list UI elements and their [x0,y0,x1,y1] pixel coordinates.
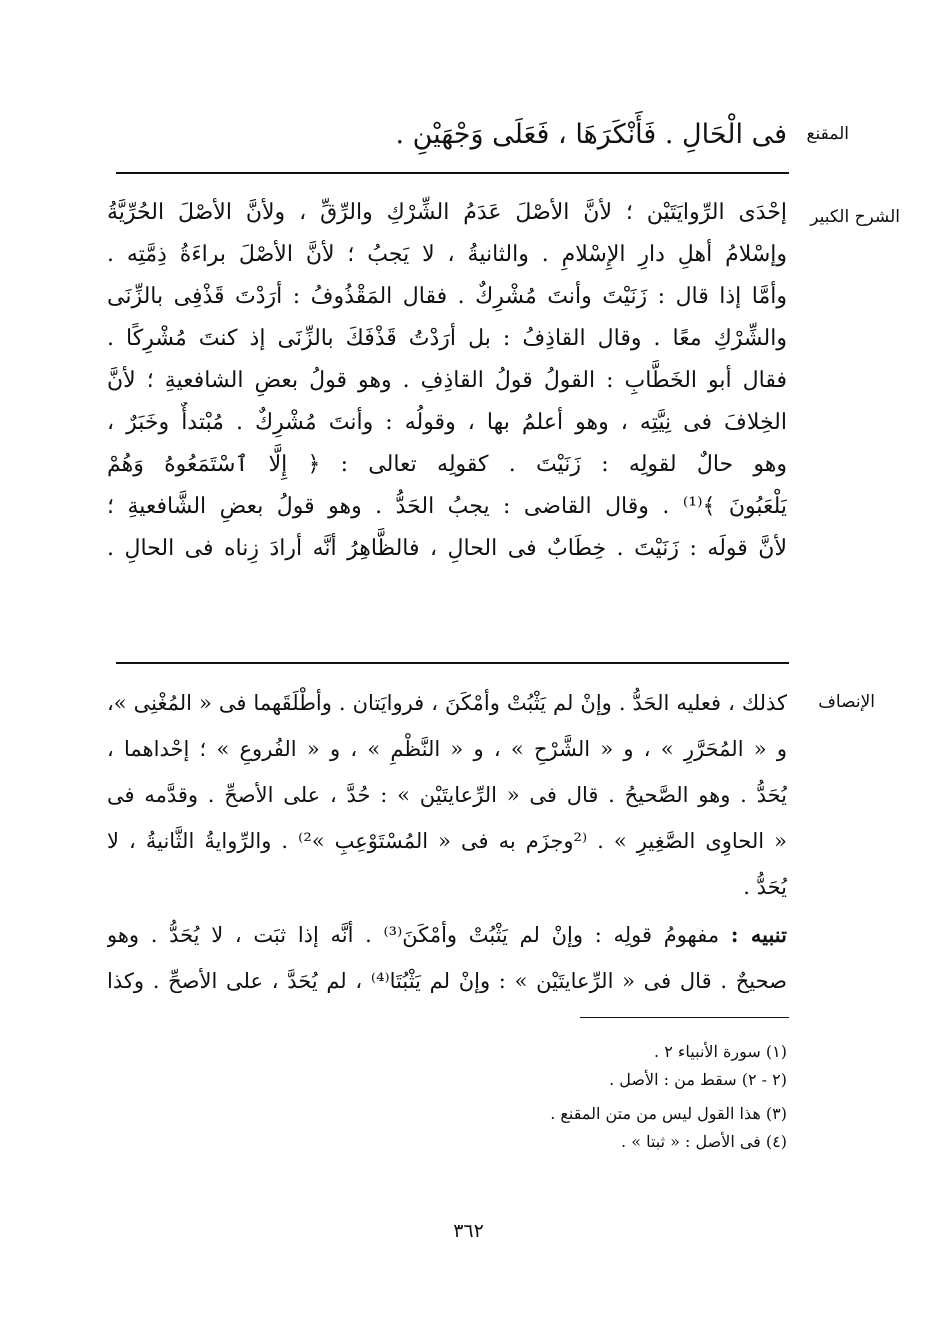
section-divider [116,172,789,174]
section-label-muqni: المقنع [806,124,849,144]
page-number: ٣٦٢ [453,1220,484,1242]
tanbih-text [107,912,787,1004]
footnote: (٢ - ٢) سقط من : الأصل . [609,1070,787,1089]
sharh-line: فقال أبو الخَطَّابِ : القولُ قولُ القاذِفِ . وهو قولُ بعضِ الشافعيةِ ؛ لأنَّ [107,368,787,393]
insaf-line: يُحَدُّ . [743,875,787,899]
tanbih-line-text: مفهومُ قولِه : وإنْ لم يَثْبُتْ وأمْكَنَ⁽³⁾ . أنَّه إذا ثبَت ، لا يُحَدُّ . وهو [107,923,720,947]
sharh-line: يَلْعَبُونَ ﴾⁽¹⁾ . وقال القاضى : يجبُ الحَدُّ . وهو قولُ بعضِ الشَّافعيةِ ؛ [107,494,787,519]
sharh-line: وهو حالٌ لقولِه : زَنَيْتَ . كقولِه تعالى : ﴿ إِلَّا ٱسْتَمَعُوهُ وَهُمْ [107,452,787,477]
sharh-line: لأنَّ قولَه : زَنَيْتَ . خِطَابٌ فى الحالِ ، فالظَّاهِرُ أنَّه أرادَ زِناه فى الحالِ . [107,536,787,561]
insaf-line: كذلك ، فعليه الحَدُّ . وإنْ لم يَثْبُتْ وأمْكَنَ ، فروايَتان . وأطْلَقَهما فى « المُغْنِى »، [107,691,787,715]
muqni-text [107,110,787,160]
insaf-text [107,680,787,910]
footnote-divider [580,1017,789,1018]
insaf-line: و « المُحَرَّرِ » ، و « الشَّرْحِ » ، و « النَّظْمِ » ، و « الفُروعِ » ؛ إحْداهما ، [107,737,787,761]
section-divider [116,662,789,664]
section-label-sharh: الشرح الكبير [810,207,900,227]
sharh-line: الخِلافَ فى نِيَّتِه ، وهو أعلمُ بها ، وقولُه : وأنتَ مُشْرِكٌ . مُبْتدأٌ وخَبَرٌ ، [107,410,787,435]
footnotes [287,1038,787,1156]
footnote: (١) سورة الأنبياء ٢ . [654,1042,787,1061]
section-label-insaf: الإنصاف [818,692,875,712]
tanbih-line: صحيحٌ . قال فى « الرِّعايتَيْن » : وإنْ لم يَثْبُتَا⁽⁴⁾ ، لم يُحَدَّ ، على الأصحِّ . وكذا [107,969,787,993]
sharh-line: وإسْلامُ أهلِ دارِ الإِسْلامِ . والثانيةُ ، لا يَجبُ ؛ لأنَّ الأصْلَ براءَةُ ذِمَّتِه . [107,242,787,267]
tanbih-label: تنبيه : [730,922,787,947]
insaf-line: يُحَدُّ . وهو الصَّحيحُ . قال فى « الرِّعايتَيْن » : حُدَّ ، على الأصحِّ . وقدَّمه فى [107,783,787,807]
sharh-line: إحْدَى الرِّوايَتَيْن ؛ لأنَّ الأصْلَ عَدَمُ الشِّرْكِ والرِّقِّ ، ولأنَّ الأصْلَ الحُرِّيَّةُ [107,200,787,225]
footnote: (٣) هذا القول ليس من متن المقنع . [550,1104,787,1123]
footnote: (٤) فى الأصل : « ثبتا » . [621,1132,787,1151]
muqni-line: فى الْحَالِ . فَأَنْكَرَهَا ، فَعَلَى وَجْهَيْنِ . [395,119,787,150]
sharh-line: وأمَّا إذا قال : زَنَيْتَ وأنتَ مُشْرِكٌ . فقال المَقْذُوفُ : أرَدْتَ قَذْفِى بالزِّنَى [107,284,787,309]
insaf-line: « الحاوِى الصَّغِيرِ » . ⁽²وجزَم به فى « المُسْتَوْعِبِ »²⁾ . والرِّوايةُ الثَّانيةُ ، لا [107,829,787,853]
sharh-text [107,192,787,570]
tanbih-line [107,912,787,958]
sharh-line: والشِّرْكِ معًا . وقال القاذِفُ : بل أرَدْتُ قَذْفَكَ بالزِّنَى إذ كنتَ مُشْرِكًا . [107,326,787,351]
